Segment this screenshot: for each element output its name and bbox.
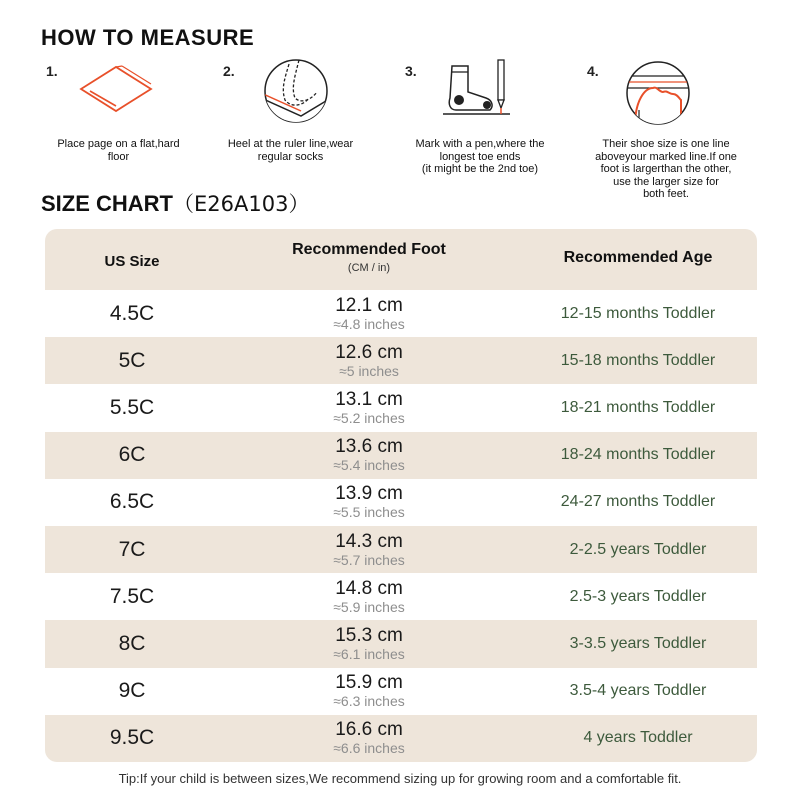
age-cell: 3-3.5 years Toddler: [569, 634, 707, 652]
foot-cm: 13.6 cm: [335, 436, 403, 458]
foot-cell: [219, 290, 519, 337]
foot-cell: [219, 715, 519, 762]
size-cell: 7C: [118, 537, 146, 561]
foot-inch: ≈5 inches: [339, 362, 399, 379]
foot-inch: ≈6.1 inches: [333, 645, 405, 662]
size-cell: 5.5C: [109, 395, 155, 419]
foot-cell: [219, 337, 519, 384]
table-row: [45, 384, 757, 431]
size-cell: 9.5C: [109, 726, 155, 750]
foot-inch: ≈6.3 inches: [333, 693, 405, 710]
sock-pen-icon: [438, 58, 518, 125]
foot-inch: ≈4.8 inches: [333, 315, 405, 332]
model-code: （E26A103）: [173, 192, 310, 216]
size-cell: 6C: [118, 443, 146, 467]
header-recommended-age: [519, 229, 757, 290]
table-row: [45, 337, 757, 384]
step-number: 2.: [223, 63, 235, 79]
toe-line-icon: [623, 60, 693, 131]
age-cell: 12-15 months Toddler: [560, 304, 716, 322]
foot-cm: 13.9 cm: [335, 483, 403, 505]
age-cell: 18-21 months Toddler: [560, 398, 716, 416]
table-row: [45, 620, 757, 667]
foot-cell: [219, 620, 519, 667]
foot-inch: ≈5.9 inches: [333, 598, 405, 615]
header-label: Recommended Age: [563, 248, 713, 266]
size-cell: 7.5C: [109, 584, 155, 608]
age-cell: 24-27 months Toddler: [560, 493, 716, 511]
step-description: Heel at the ruler line,wear regular socks: [227, 138, 354, 163]
size-chart-title: [41, 188, 309, 218]
foot-cell: [219, 384, 519, 431]
measure-step-1: [46, 58, 206, 208]
header-label: Recommended Foot: [292, 241, 446, 258]
measure-step-3: [405, 58, 565, 208]
foot-inch: ≈6.6 inches: [333, 740, 405, 757]
table-row: [45, 715, 757, 762]
foot-cm: 12.6 cm: [335, 341, 403, 363]
foot-inch: ≈5.4 inches: [333, 457, 405, 474]
foot-cell: [219, 432, 519, 479]
measure-step-2: [223, 58, 383, 208]
size-chart-table: [45, 229, 757, 762]
age-cell: 18-24 months Toddler: [560, 446, 716, 464]
step-number: 4.: [587, 63, 599, 79]
foot-cm: 15.3 cm: [335, 624, 403, 646]
table-header: [45, 229, 757, 290]
header-unit: (CM / in): [347, 262, 391, 274]
foot-cm: 14.8 cm: [335, 577, 403, 599]
header-recommended-foot: [219, 229, 519, 290]
step-number: 3.: [405, 63, 417, 79]
age-cell: 15-18 months Toddler: [560, 351, 716, 369]
foot-cm: 16.6 cm: [335, 719, 403, 741]
table-row: [45, 573, 757, 620]
foot-inch: ≈5.7 inches: [333, 551, 405, 568]
foot-cm: 15.9 cm: [335, 672, 403, 694]
how-to-measure-title: HOW TO MEASURE: [41, 25, 255, 50]
table-row: [45, 479, 757, 526]
step-description: Place page on a flat,hard floor: [57, 138, 180, 163]
table-row: [45, 668, 757, 715]
step-number: 1.: [46, 63, 58, 79]
paper-icon: [76, 62, 156, 122]
foot-cell: [219, 526, 519, 573]
measure-step-4: [587, 58, 747, 208]
step-description: Their shoe size is one line aboveyour marked line.If one foot is largerthan the other, use the larger size for both feet.: [595, 138, 737, 200]
foot-cm: 13.1 cm: [335, 388, 403, 410]
foot-cell: [219, 573, 519, 620]
size-cell: 5C: [118, 348, 146, 372]
foot-cell: [219, 479, 519, 526]
foot-inch: ≈5.2 inches: [333, 409, 405, 426]
size-cell: 6.5C: [109, 490, 155, 514]
age-cell: 3.5-4 years Toddler: [569, 682, 707, 700]
size-chart-title-text: SIZE CHART: [41, 191, 173, 216]
table-row: [45, 432, 757, 479]
age-cell: 2.5-3 years Toddler: [569, 587, 707, 605]
foot-cm: 12.1 cm: [335, 294, 403, 316]
size-cell: 9C: [118, 679, 146, 703]
heel-ruler-icon: [261, 58, 331, 129]
age-cell: 2-2.5 years Toddler: [569, 540, 707, 558]
size-cell: 4.5C: [109, 301, 155, 325]
table-row: [45, 290, 757, 337]
size-cell: 8C: [118, 631, 146, 655]
foot-cm: 14.3 cm: [335, 530, 403, 552]
foot-cell: [219, 668, 519, 715]
sizing-tip: Tip:If your child is between sizes,We recommend sizing up for growing room and a comfortable fit.: [118, 771, 682, 786]
header-label: US Size: [104, 253, 160, 270]
foot-inch: ≈5.5 inches: [333, 504, 405, 521]
table-row: [45, 526, 757, 573]
step-description: Mark with a pen,where the longest toe ends (it might be the 2nd toe): [415, 138, 545, 175]
age-cell: 4 years Toddler: [583, 729, 693, 747]
header-us-size: [45, 229, 219, 290]
